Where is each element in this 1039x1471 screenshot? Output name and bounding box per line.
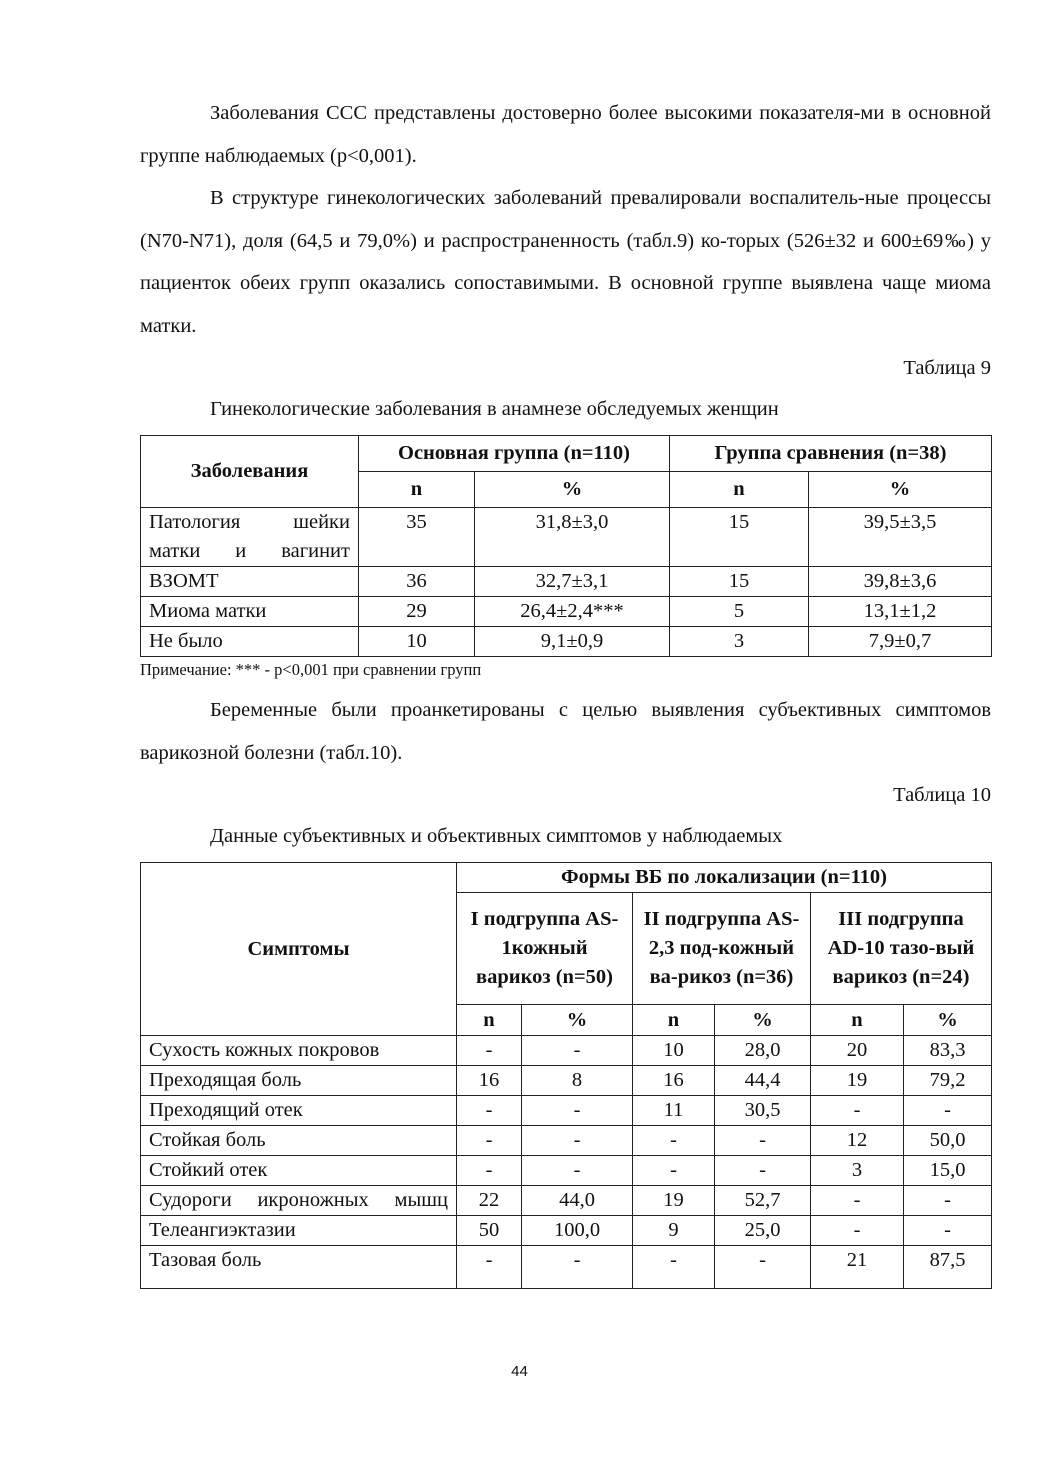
table-row	[141, 1036, 992, 1066]
table-10-cell: 3	[811, 1156, 904, 1186]
table-10-cell: -	[522, 1126, 633, 1156]
table-row	[141, 597, 992, 627]
table-10-cell: -	[522, 1156, 633, 1186]
table-10-cell: 19	[633, 1186, 715, 1216]
table-9-cell: 29	[359, 597, 475, 627]
table-10-cell: 50,0	[904, 1126, 992, 1156]
table-9-header-n: n	[670, 472, 809, 508]
table-10-cell: -	[522, 1096, 633, 1126]
table-10-cell-symptom: Преходящая боль	[141, 1066, 457, 1096]
table-9-cell-disease: Патология шейки матки и вагинит	[141, 508, 359, 567]
table-10-cell: -	[715, 1156, 811, 1186]
table-10-cell: 50	[457, 1216, 522, 1246]
table-10-cell: 28,0	[715, 1036, 811, 1066]
table-10-cell: 87,5	[904, 1246, 992, 1289]
table-10-header-pct: %	[522, 1005, 633, 1036]
table-9-cell: 39,8±3,6	[809, 567, 992, 597]
table-10-cell: -	[457, 1156, 522, 1186]
table-10-cell: -	[522, 1036, 633, 1066]
table-row	[141, 508, 992, 567]
table-10	[140, 862, 992, 1289]
table-10-cell-symptom: Судороги икроножных мышц	[141, 1186, 457, 1216]
table-10-header-n: n	[633, 1005, 715, 1036]
table-9-cell: 15	[670, 567, 809, 597]
table-9-cell: 3	[670, 627, 809, 657]
table-9-cell: 5	[670, 597, 809, 627]
table-10-cell: 20	[811, 1036, 904, 1066]
table-9-cell: 13,1±1,2	[809, 597, 992, 627]
table-10-cell: -	[457, 1246, 522, 1289]
table-10-cell-symptom: Тазовая боль	[141, 1246, 457, 1289]
table-row	[141, 1186, 992, 1216]
table-10-cell: 10	[633, 1036, 715, 1066]
table-10-cell: -	[904, 1186, 992, 1216]
table-9-caption: Гинекологические заболевания в анамнезе обследуемых женщин	[210, 398, 779, 420]
table-9-cell: 9,1±0,9	[475, 627, 670, 657]
table-10-cell: 16	[633, 1066, 715, 1096]
table-10-cell: 44,0	[522, 1186, 633, 1216]
table-9-cell: 7,9±0,7	[809, 627, 992, 657]
table-10-cell: -	[904, 1216, 992, 1246]
table-9-label: Таблица 9	[903, 357, 991, 379]
table-10-cell: 52,7	[715, 1186, 811, 1216]
table-row	[141, 1216, 992, 1246]
table-10-cell: 11	[633, 1096, 715, 1126]
table-9-cell: 10	[359, 627, 475, 657]
document-page	[140, 92, 991, 1289]
table-10-cell: 8	[522, 1066, 633, 1096]
table-10-cell-symptom: Преходящий отек	[141, 1096, 457, 1126]
table-10-cell: 21	[811, 1246, 904, 1289]
table-row	[141, 1066, 992, 1096]
table-10-cell: 25,0	[715, 1216, 811, 1246]
table-10-cell: -	[633, 1156, 715, 1186]
table-9-header-pct: %	[475, 472, 670, 508]
table-10-cell: 79,2	[904, 1066, 992, 1096]
table-10-header-n: n	[457, 1005, 522, 1036]
table-9-header-pct: %	[809, 472, 992, 508]
table-10-cell: -	[715, 1126, 811, 1156]
table-10-cell: 16	[457, 1066, 522, 1096]
paragraph-3: Беременные были проанкетированы с целью выявления субъективных симптомов варикозной болезни (табл.10).	[140, 699, 991, 764]
table-10-cell: -	[811, 1096, 904, 1126]
table-10-cell: 9	[633, 1216, 715, 1246]
table-9-cell-disease: ВЗОМТ	[141, 567, 359, 597]
table-row	[141, 1246, 992, 1289]
table-row	[141, 627, 992, 657]
table-9-cell-disease: Не было	[141, 627, 359, 657]
table-10-caption: Данные субъективных и объективных симптомов у наблюдаемых	[210, 825, 783, 847]
table-9-cell: 31,8±3,0	[475, 508, 670, 567]
table-10-cell: -	[457, 1126, 522, 1156]
table-10-label: Таблица 10	[893, 784, 991, 806]
table-10-header-pct: %	[904, 1005, 992, 1036]
table-9-header-n: n	[359, 472, 475, 508]
table-10-cell-symptom: Стойкая боль	[141, 1126, 457, 1156]
page-number: 44	[511, 1363, 528, 1380]
table-9-cell: 39,5±3,5	[809, 508, 992, 567]
table-9-cell: 26,4±2,4***	[475, 597, 670, 627]
table-9-cell: 35	[359, 508, 475, 567]
table-10-cell: -	[811, 1216, 904, 1246]
table-10-header-subgroup-2: II подгруппа AS-2,3 под-кожный ва-рикоз (n=36)	[633, 893, 811, 1005]
table-9-header-disease: Заболевания	[141, 436, 359, 508]
table-10-header-subgroup-1: I подгруппа AS-1кожный варикоз (n=50)	[457, 893, 633, 1005]
table-10-cell: -	[633, 1126, 715, 1156]
table-10-cell: 15,0	[904, 1156, 992, 1186]
table-10-cell: -	[457, 1036, 522, 1066]
paragraph-2: В структуре гинекологических заболеваний превалировали воспалитель-ные процессы (N70-N71), доля (64,5 и 79,0%) и распространенность (табл.9) ко-торых (526±32 и 600±69‰) у пациенток обеих групп оказались сопоставимыми. В основной группе выявлена чаще миома матки.	[140, 187, 991, 337]
table-9-note: Примечание: *** - р<0,001 при сравнении групп	[140, 660, 482, 679]
table-10-cell: 30,5	[715, 1096, 811, 1126]
table-10-cell: -	[904, 1096, 992, 1126]
table-10-cell-symptom: Сухость кожных покровов	[141, 1036, 457, 1066]
table-9-cell: 15	[670, 508, 809, 567]
table-10-cell: 19	[811, 1066, 904, 1096]
table-9-cell: 36	[359, 567, 475, 597]
table-10-cell: -	[457, 1096, 522, 1126]
table-10-cell-symptom: Телеангиэктазии	[141, 1216, 457, 1246]
table-10-cell: 44,4	[715, 1066, 811, 1096]
table-10-cell: 83,3	[904, 1036, 992, 1066]
table-row	[141, 1156, 992, 1186]
table-9-header-main-group: Основная группа (n=110)	[359, 436, 670, 472]
table-10-cell: 22	[457, 1186, 522, 1216]
table-10-cell: 12	[811, 1126, 904, 1156]
table-10-header-pct: %	[715, 1005, 811, 1036]
table-10-cell: -	[715, 1246, 811, 1289]
table-row	[141, 567, 992, 597]
table-9-cell: 32,7±3,1	[475, 567, 670, 597]
table-10-cell: -	[811, 1186, 904, 1216]
table-10-header-symptoms: Симптомы	[141, 863, 457, 1036]
table-row	[141, 1126, 992, 1156]
paragraph-1: Заболевания ССС представлены достоверно более высокими показателя-ми в основной группе наблюдаемых (р<0,001).	[140, 102, 991, 167]
table-10-cell-symptom: Стойкий отек	[141, 1156, 457, 1186]
table-10-cell: -	[633, 1246, 715, 1289]
table-9-cell-disease: Миома матки	[141, 597, 359, 627]
table-10-header-subgroup-3: III подгруппа AD-10 тазо-вый варикоз (n=24)	[811, 893, 992, 1005]
table-10-cell: 100,0	[522, 1216, 633, 1246]
table-row	[141, 1096, 992, 1126]
table-10-header-forms: Формы ВБ по локализации (n=110)	[457, 863, 992, 893]
table-10-header-n: n	[811, 1005, 904, 1036]
table-10-cell: -	[522, 1246, 633, 1289]
table-9-header-compare-group: Группа сравнения (n=38)	[670, 436, 992, 472]
table-9	[140, 435, 992, 657]
